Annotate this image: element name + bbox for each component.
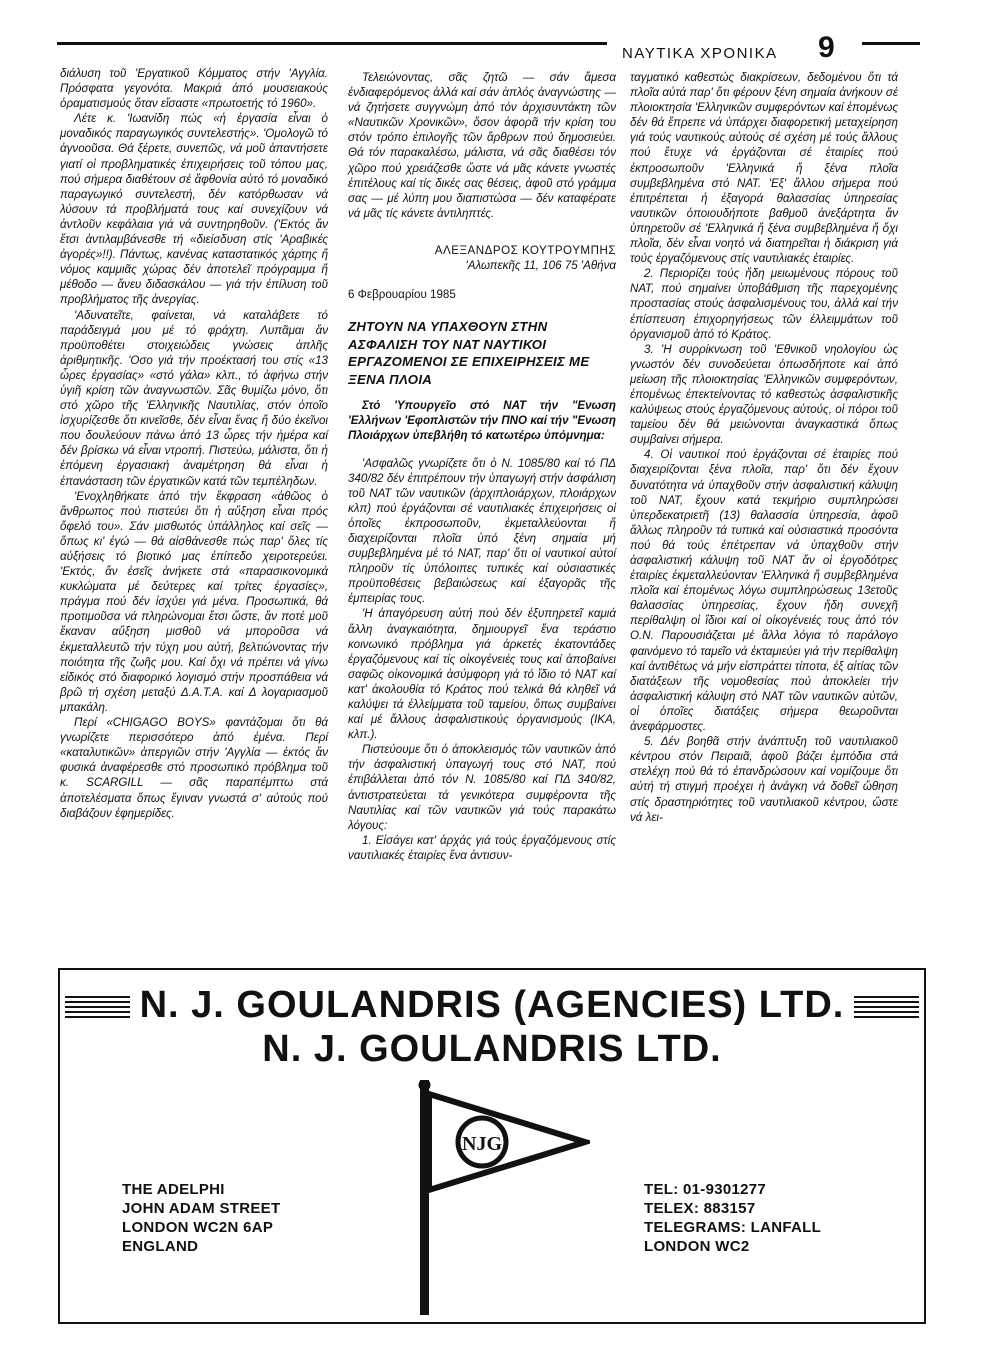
- publication-title: ΝΑΥΤΙΚΑ ΧΡΟΝΙΚΑ: [622, 45, 778, 62]
- paragraph: Περί «CHIGAGO BOYS» φαντάζομαι ὅτι θά γνωρίζετε περισσότερο ἀπό ἐμένα. Περί «καταλυτικῶν» ἀπεργιῶν στήν 'Αγγλία — ἐκτός ἄν φυσικά ἀναφέρεσθε στό προσωπικό πρόβλημα τοῦ κ. SCARGILL — σᾶς παραπέμπτω στά ἀποτελέσματα ὅπως ἔγιναν γνωστά σ' αὐτούς πού διαβάζουν ἐφημερίδες.: [60, 716, 328, 820]
- contact-line: TELEGRAMS: LANFALL: [644, 1219, 822, 1236]
- paragraph: ταγματικό καθεστώς διακρίσεων, δεδομένου ὅτι τά πλοῖα αὐτά παρ' ὅτι φέρουν ξένη σημαία ἀνήκουν σέ πλοιοκτησία 'Ελληνικῶν συμφερόντων καί ἑπομένως δέν θά ἔπρεπε νά ὑπάρχει διαφορετική μεταχείρηση γιά τούς ναυτικούς αὐτούς σέ σχέση μέ τούς ἄλλους πού ἔτυχε νά ἐργάζονται σέ ἑταιρίες πού ἐκπροσωποῦν 'Ελληνικά ἤ ξένα πλοῖα συμβεβλημένα στό ΝΑΤ. 'Εξ' ἄλλου σήμερα πού ἐπιτρέπεται ἡ ἐξαγορά θαλασσίας ὑπηρεσίας ναυτικῶν ὁποιουδήποτε βαθμοῦ ἀνεξάρτητα ἄν ὑπηρετοῦν σέ 'Ελληνικά ἤ ξένα συμβεβλημένα ἤ ὄχι πλοῖα, δέν εἶναι νοητό νά διατηρεῖται ἡ διάκριση γιά τούς ἐργαζόμενους στίς ναυτιλιακές ἑταιρίες.: [630, 71, 898, 266]
- paragraph: Πιστεύουμε ὅτι ὁ ἀποκλεισμός τῶν ναυτικῶν ἀπό τήν ἀσφαλιστική ὑπαγωγή τους στό ΝΑΤ, πού ἐπιβάλλεται ἀπό τόν Ν. 1085/80 καί ΠΔ 340/82, ἀντιστρατεύεται τά γενικότερα συμφέροντα τῆς Ναυτιλίας καί τῶν ναυτικῶν γιά τούς παρακάτω λόγους:: [348, 743, 616, 832]
- signature-address: 'Αλωπεκῆς 11, 106 75 'Αθήνα: [465, 259, 616, 273]
- address-line: LONDON WC2N 6AP: [122, 1219, 274, 1236]
- paragraph: Τελειώνοντας, σᾶς ζητῶ — σάν ἄμεσα ἐνδιαφερόμενος ἀλλά καί σάν ἁπλός ἀναγνώστης — νά ζητήσετε συγγνώμη ἀπό τόν ἀρχισυντάκτη τῶν «Ναυτικῶν Χρονικῶν», ὅσον ἀφορᾶ τήν κρίση του στόν τρόπο ἐπιλογῆς τῶν ἄρθρων πού δημοσιεύει. Θά τόν παρακαλέσω, μάλιστα, νά σᾶς διαθέσει τόν χῶρο πού χρειάζεσθε ὥστε νά μᾶς κάνετε γνωστές ἐπιτέλους καί τίς δικές σας θέσεις, ἀφοῦ στό γράμμα σας — μέ λύπη μου διαπιστώσα — δέν καταφέρατε νά μᾶς τίς κάνετε ἀντιληπτές.: [348, 71, 616, 220]
- paragraph: 'Η ἀπαγόρευση αὐτή πού δέν ἐξυπηρετεῖ καμιά ἄλλη ἀναγκαιότητα, δημιουργεῖ ἕνα τεράστιο κοινωνικό πρόβλημα γιά ἀρκετές ἑκατοντάδες ἐργαζόμενους καί τίς οἰκογένειές τους καί ἀποβαίνει σαφῶς οἰκονομικά ἀσύμφορη γιά τό ἴδιο τό ΝΑΤ καί κατ' ἀκολουθία τό Κράτος πού τελικά θά κληθεῖ νά καλύψει τά ἐλλείμματα τοῦ ταμείου, ὅπως συμβαίνει καί μέ ἄλλους ἀσφαλιστικούς ὀργανισμούς (ΙΚΑ, κλπ.).: [348, 607, 616, 742]
- paragraph: 3. 'Η συρρίκνωση τοῦ 'Εθνικοῦ νηολογίου ὡς γνωστόν δέν συνοδεύεται ὁπωσδήποτε καί ἀπό μείωση τῆς πλοιοκτησίας 'Ελληνικῶν συμφερόντων, ἑπομένως ἐπεκτείνοντας τό καθεστώς ἀσφαλιστικῆς καλύψεως στούς ἐργαζόμενους αὐτούς, οἱ πόροι τοῦ ταμείου δέν θά μειώνονται ἀναγκαστικά ὅπως συμβαίνει σήμερα.: [630, 342, 898, 447]
- signature-name: ΑΛΕΞΑΝΔΡΟΣ ΚΟΥΤΡΟΥΜΠΗΣ: [434, 243, 616, 257]
- contact-line: TEL: 01-9301277: [644, 1181, 767, 1198]
- ad-contact: [644, 1180, 821, 1256]
- column-3: [630, 70, 898, 825]
- paragraph: 'Αδυνατεῖτε, φαίνεται, νά καταλάβετε τό παράδειγμά μου μέ τό φράχτη. Λυπᾶμαι ἄν προϋποθέτει στοιχειώδεις γνώσεις ἁπλῆς ἀριθμητικῆς. 'Οσο γιά τήν προέκτασή του στίς «13 ὧρες ἐργασίας» «στό γάλα» κλπ., τό ἀφήνω στήν ὑγιῆ κρίση τῶν ἀναγνωστῶν. Σᾶς θυμίζω μόνο, ὅτι στό χῶρο τῆς 'Ελληνικῆς Ναυτιλίας, στόν ὁποῖο ἰσχυρίζεσθε ὅτι κινεῖσθε, δέν εἶναι ἕνας ἤ δύο ἐκεῖνοι που δουλεύουν πάνω ἀπό 13 ὧρες τήν ἡμέρα καί δέν βρίσκω νά εἶναι ντροπή. Πιστεύω, μάλιστα, ὅτι ἡ ἑπόμενη ἐργασιακή ἀναμέτρηση θά εἶναι ἡ ἐπανάσταση τῶν ἐργατικῶν κατά τῶν τεμπέληδων.: [60, 308, 328, 488]
- flag-monogram: NJG: [462, 1133, 502, 1155]
- address-line: JOHN ADAM STREET: [122, 1200, 281, 1217]
- letter-date: 6 Φεβρουαρίου 1985: [348, 288, 456, 302]
- decorative-stripes-right: [854, 996, 919, 1018]
- paragraph: 5. Δέν βοηθᾶ στήν ἀνάπτυξη τοῦ ναυτιλιακοῦ κέντρου στόν Πειραιᾶ, ἀφοῦ βάζει ἐμπόδια στά στελέχη πού θά τό ἐπανδρώσουν καί νομίζουμε ὅτι αὐτή τή στιγμή προέχει ἡ ἀνάγκη νά δοθεῖ ὤθηση στίς δραστηριότητες τοῦ ναυτιλιακοῦ κέντρου, ὥστε νά λει-: [630, 735, 898, 824]
- company-flag-logo: [400, 1080, 590, 1315]
- header-rule-right: [862, 42, 920, 45]
- paragraph: διάλυση τοῦ 'Εργατικοῦ Κόμματος στήν 'Αγγλία. Πρόσφατα γεγονότα. Μακριά ἀπό μουσειακούς ὁραματισμούς ὅταν εἴσαστε «πρωτοετής τό 1960».: [60, 67, 328, 111]
- address-line: ENGLAND: [122, 1238, 199, 1255]
- ad-address: [122, 1180, 280, 1256]
- article-intro: Στό 'Υπουργεῖο στό ΝΑΤ τήν "Ενωση 'Ελλήνων 'Εφοπλιστῶν τήν ΠΝΟ καί τήν "Ενωση Πλοιάρχων ὑπεβλήθη τό κατωτέρω ὑπόμνημα:: [348, 399, 616, 443]
- contact-line: TELEX: 883157: [644, 1200, 756, 1217]
- paragraph: 4. Οἱ ναυτικοί πού ἐργάζονται σέ ἑταιρίες πού διαχειρίζονται ξένα πλοῖα, παρ' ὅτι δέν ἔχουν δυνατότητα νά ὑπαχθοῦν στήν ἀσφαλιστική κάλυψη τοῦ ΝΑΤ, ἔχουν κατά τεκμήριο συμπληρώσει ὑπερδεκατριετῆ (13) θαλασσία ὑπηρεσία, ἀφοῦ ἄλλως πληροῦν τά τυπικά καί οὐσιαστικά προσόντα πού θά τούς ἐπέτρεπαν νά ὑπαχθοῦν στήν ἀσφαλιστική κάλυψη τοῦ ΝΑΤ ἄν οἱ ἐργοδότρες ἑταιρίες ἐκμεταλλεύονταν 'Ελληνικά ἤ συμβεβλημένα πλοῖα καί ἑπομένως λόγω συμπληρώσεως 13ετοῦς θαλασσίας ὑπηρεσίας, ἔχουν ἤδη συνεχῆ περίθαλψη οἱ ἴδιοι καί οἱ οἰκογένειές τους ἀπό τόν Ο.Ν. Παρουσιάζεται μέ ἄλλα λόγια τό παράλογο φαινόμενο τό ταμεῖο νά ἐκταμιεύει γιά τήν περίθαλψη καί ἀντιθέτως νά μήν εἰσπράττει τίποτα, ἐξ αἰτίας τῶν διατάξεων τῆς νομοθεσίας πού ἀποκλείει τήν ἀσφαλιστική κάλυψη στό ΝΑΤ τῶν ναυτικῶν αὐτῶν, οἱ ὁποῖες διατάξεις σήμερα θεωροῦνται ἀνεφάρμοστες.: [630, 448, 898, 734]
- paragraph: 'Ασφαλῶς γνωρίζετε ὅτι ὁ Ν. 1085/80 καί τό ΠΔ 340/82 δέν ἐπιτρέπουν τήν ὑπαγωγή στήν ἀσφάλιση τοῦ ΝΑΤ τῶν ναυτικῶν (ἀρχιπλοιάρχων, πλοιάρχων κλπ) πού ἐργάζονται σέ ναυτιλιακές ἐπιχειρήσεις οἱ ὁποῖες ἐκπροσωποῦν, ἐκμεταλλεύονται ἤ διαχειρίζονται πλοῖα ὑπό ξένη σημαία μή συμβεβλημένα μέ τό ΝΑΤ, παρ' ὅτι οἱ ναυτικοί αὐτοί πληροῦν τίς ὑπόλοιπες τυπικές καί οὐσιαστικές προϋποθέσεις βεβαιώσεως καί ἐξαγορᾶς τῆς ἐμπειρίας τους.: [348, 456, 616, 606]
- contact-line: LONDON WC2: [644, 1238, 750, 1255]
- paragraph: 2. Περιορίζει τούς ἤδη μειωμένους πόρους τοῦ ΝΑΤ, πού σημαίνει ὑποβάθμιση τῆς παρεχομένης προστασίας στούς ἀσφαλισμένους του, ἀλλά καί τήν ἐπίσπευση ἐπιχορηγήσεως τῶν ἐλλειμμάτων τοῦ ὀργανισμοῦ ἀπό τό Κράτος.: [630, 267, 898, 341]
- header-rule-left: [57, 42, 607, 45]
- goulandris-advertisement: [58, 968, 926, 1324]
- ad-company-name-1: N. J. GOULANDRIS (AGENCIES) LTD.: [139, 984, 845, 1026]
- address-line: THE ADELPHI: [122, 1181, 225, 1198]
- paragraph: 'Ενοχληθήκατε ἀπό τήν ἔκφραση «ἀθῶος ὁ ἄνθρωπος πού πιστεύει ὅτι ἡ αὔξηση εἶναι πρός ὄφελό του». Σάν μισθωτός ὑπάλληλος καί σεῖς — ὅπως κι' ἐγώ — θά αἰσθάνεσθε πώς παρ' ὅλες τίς αὐξήσεις τό βιοτικό μας ἐπίπεδο χειροτερεύει. 'Εκτός, ἄν ἐσεῖς ἀνήκετε στά «παρασικονομικά κυκλώματα μέ δεύτερες καί τρίτες ἐργασίες», πράγμα πού δέν ἰσχύει γιά μένα. Προσωπικά, θά προτιμοῦσα νά πληρώνομαι ἔτσι ὥστε, ἄν ποτέ μοῦ ἔκαναν αὔξηση μισθοῦ νά μποροῦσα νά ἐκμεταλλευτῶ τήν τύχη μου αὐτή, βελτιώνοντας τήν ποιότητα τῆς ζωῆς μου. Καί ὄχι νά πρέπει νά γίνω εἰδικός στό διαφορικό λογισμό στήν προσπάθεια νά βρῶ τή σχέση μεταξύ Δ.Α.Τ.Α. καί Δ λογαριασμοῦ μπακάλη.: [60, 489, 328, 714]
- ad-company-name-2: N. J. GOULANDRIS LTD.: [262, 1028, 722, 1070]
- page-number: 9: [818, 31, 835, 64]
- article-headline: ΖΗΤΟΥΝ ΝΑ ΥΠΑΧΘΟΥΝ ΣΤΗΝ ΑΣΦΑΛΙΣΗ ΤΟΥ ΝΑΤ ΝΑΥΤΙΚΟΙ ΕΡΓΑΖΟΜΕΝΟΙ ΣΕ ΕΠΙΧΕΙΡΗΣΕΙΣ ΜΕ ΞΕΝΑ ΠΛΟΙΑ: [348, 319, 590, 387]
- paragraph: 1. Εἰσάγει κατ' ἀρχάς γιά τούς ἐργαζόμενους στίς ναυτιλιακές ἑταιρίες ἕνα ἀντισυν-: [348, 833, 616, 862]
- paragraph: Λέτε κ. 'Ιωανίδη πώς «ἡ ἐργασία εἶναι ὁ μοναδικός παραγωγικός συντελεστής». 'Ομολογῶ τό ἀγνοοῦσα. Θά ξέρετε, συνεπῶς, νά μοῦ ἀπαντήσετε γιατί οἱ προβληματικές ἐπιχειρήσεις τοῦ τόπου μας, πού σήμερα διαθέτουν σέ ἄφθονία αὐτό τό μοναδικό παραγωγικό συντελεστή, δέν κατόρθωσαν νά λύσουν τά προβλήματά τους καί συνεχίζουν νά ἀντλοῦν κεφάλαια γιά νά συντηρηθοῦν. ('Εκτός ἄν ἔτσι ἀντιλαμβάνεσθε τή «διείσδυση στίς 'Αραβικές ἀγορές»!!). Πάντως, κανένας καταστατικός χάρτης ἤ νόμος καμμιᾶς χώρας δέν ἀποτελεῖ πρόγραμμα ἤ μέθοδο — ἄνευ διδασκάλου — γιά τήν ἐπίλυση τοῦ προβλήματος τῆς ἀνεργίας.: [60, 112, 328, 307]
- column-2: [348, 70, 616, 863]
- column-1: [60, 66, 328, 821]
